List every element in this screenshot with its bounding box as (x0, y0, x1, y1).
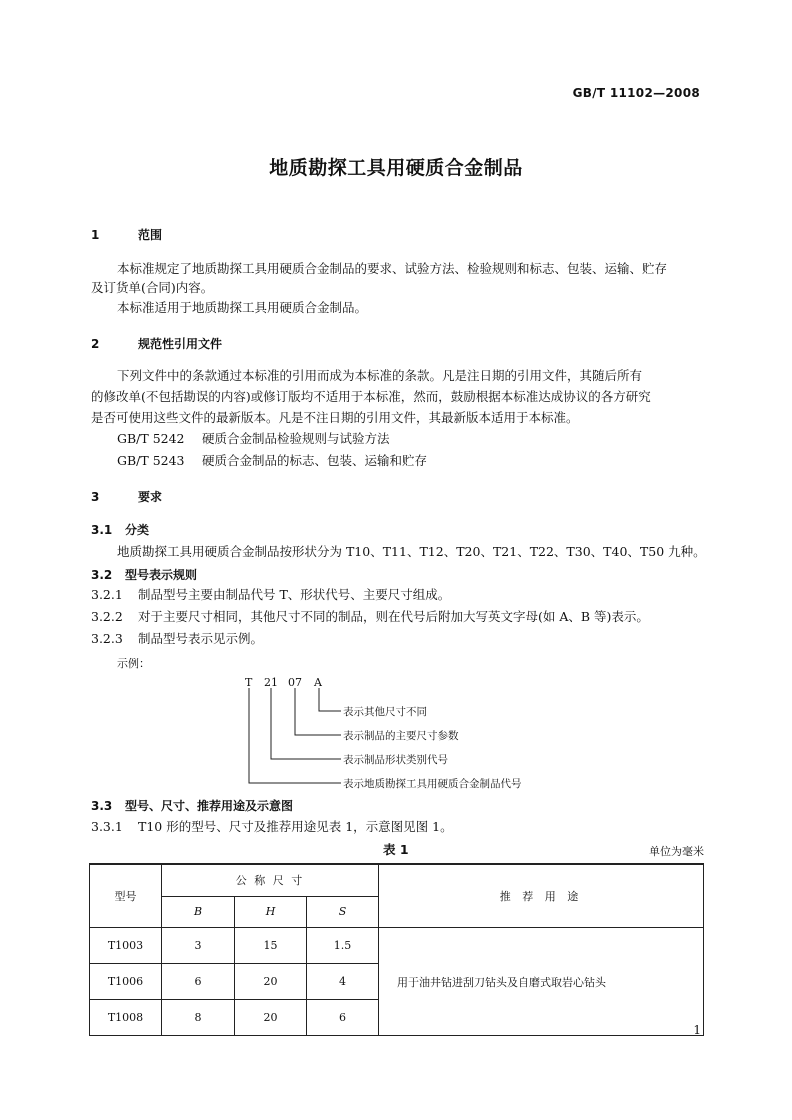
header-recommended-use: 推 荐 用 途 (379, 864, 704, 928)
paragraph: 及订货单(合同)内容。 (91, 280, 214, 295)
header-nominal-size: 公 称 尺 寸 (162, 864, 379, 896)
code-part-21: 21 (264, 676, 278, 689)
clause-text: T10 形的型号、尺寸及推荐用途见表 1，示意图见图 1。 (138, 819, 453, 834)
note-shape-code: 表示制品形状类别代号 (343, 754, 448, 766)
clause-text: 对于主要尺寸相同，其他尺寸不同的制品，则在代号后附加大写英文字母(如 A、B 等)表示。 (138, 609, 649, 624)
note-product-code: 表示地质勘探工具用硬质合金制品代号 (343, 778, 522, 790)
section-number: 3.3 (91, 799, 113, 813)
cell-s: 4 (307, 964, 379, 1000)
code-part-t: T (245, 676, 253, 689)
cell-b: 8 (162, 1000, 235, 1036)
code-part-a: A (314, 676, 322, 689)
cell-model: T1008 (90, 1000, 162, 1036)
note-main-dimensions: 表示制品的主要尺寸参数 (343, 730, 459, 742)
header-h: H (235, 896, 307, 928)
example-label: 示例： (117, 657, 150, 670)
reference-code: GB/T 5243 (117, 453, 185, 468)
clause-number: 3.2.3 (91, 631, 123, 646)
cell-recommended-use: 用于油井钻进刮刀钻头及自磨式取岩心钻头 (379, 928, 704, 1036)
clause-number: 3.3.1 (91, 819, 123, 834)
section-title: 型号表示规则 (125, 568, 198, 582)
cell-h: 20 (235, 1000, 307, 1036)
section-number: 3 (91, 490, 100, 504)
cell-h: 20 (235, 964, 307, 1000)
table-caption: 表 1 (383, 842, 409, 857)
paragraph: 的修改单(不包括勘误的内容)或修订版均不适用于本标准，然而，鼓励根据本标准达成协议的各方研究 (91, 389, 651, 404)
table-unit: 单位为毫米 (649, 845, 704, 858)
cell-b: 6 (162, 964, 235, 1000)
page-number: 1 (693, 1023, 701, 1037)
section-title: 要求 (138, 490, 163, 504)
leader-line-a (319, 688, 341, 711)
section-number: 2 (91, 337, 100, 351)
section-number: 3.1 (91, 523, 113, 537)
section-title: 规范性引用文件 (138, 337, 223, 351)
clause-text: 制品型号表示见示例。 (138, 631, 264, 646)
reference-name: 硬质合金制品检验规则与试验方法 (202, 431, 390, 446)
clause-3-3-1 (91, 817, 453, 837)
table-1 (89, 863, 704, 1036)
section-number: 3.2 (91, 568, 113, 582)
note-other-dimensions: 表示其他尺寸不同 (343, 706, 427, 718)
subsection-3-3-heading (91, 797, 293, 814)
cell-h: 15 (235, 928, 307, 964)
clause-number: 3.2.2 (91, 609, 123, 624)
paragraph: 地质勘探工具用硬质合金制品按形状分为 T10、T11、T12、T20、T21、T22、T30、T40、T50 九种。 (117, 544, 706, 559)
reference-code: GB/T 5242 (117, 431, 185, 446)
document-title: 地质勘探工具用硬质合金制品 (269, 157, 523, 179)
cell-model: T1003 (90, 928, 162, 964)
header-s: S (307, 896, 379, 928)
paragraph: 下列文件中的条款通过本标准的引用而成为本标准的条款。凡是注日期的引用文件，其随后所有 (117, 368, 643, 383)
cell-model: T1006 (90, 964, 162, 1000)
code-part-07: 07 (288, 676, 302, 689)
cell-s: 1.5 (307, 928, 379, 964)
leader-line-21 (271, 688, 341, 759)
header-b: B (162, 896, 235, 928)
standard-code: GB/T 11102—2008 (572, 86, 700, 100)
clause-text: 制品型号主要由制品代号 T、形状代号、主要尺寸组成。 (138, 587, 451, 602)
paragraph: 本标准适用于地质勘探工具用硬质合金制品。 (117, 300, 368, 315)
paragraph: 本标准规定了地质勘探工具用硬质合金制品的要求、试验方法、检验规则和标志、包装、运输、贮存 (117, 261, 668, 276)
paragraph: 是否可使用这些文件的最新版本。凡是不注日期的引用文件，其最新版本适用于本标准。 (91, 410, 579, 425)
section-title: 分类 (125, 523, 150, 537)
cell-s: 6 (307, 1000, 379, 1036)
section-title: 范围 (138, 228, 163, 242)
section-title: 型号、尺寸、推荐用途及示意图 (125, 799, 294, 813)
clause-number: 3.2.1 (91, 587, 123, 602)
reference-name: 硬质合金制品的标志、包装、运输和贮存 (202, 453, 428, 468)
header-model: 型号 (90, 864, 162, 928)
section-number: 1 (91, 228, 100, 242)
cell-b: 3 (162, 928, 235, 964)
table-row (90, 928, 704, 964)
